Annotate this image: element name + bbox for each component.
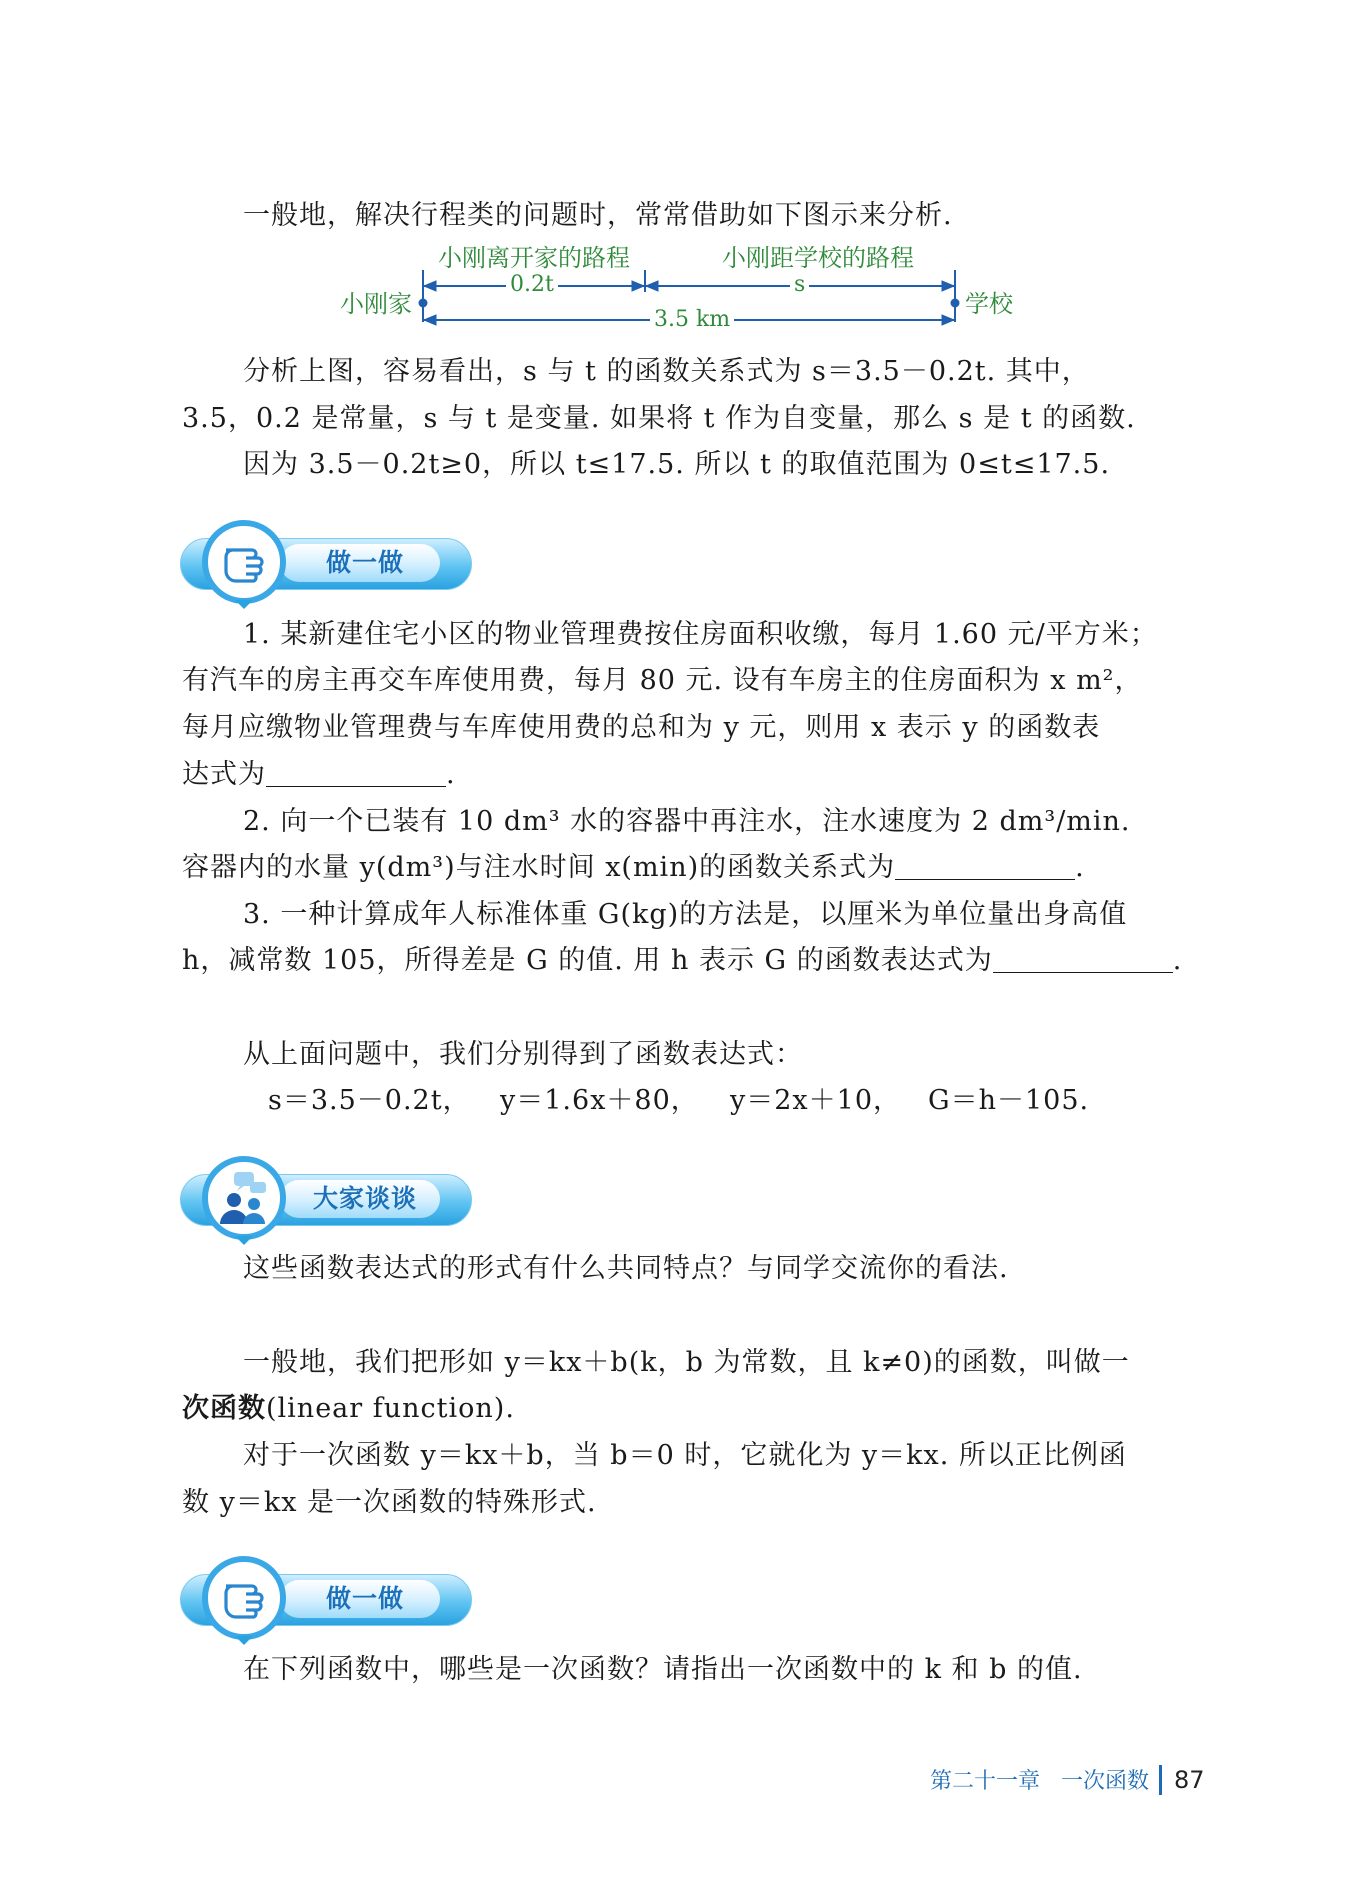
segment-distance-remaining: s xyxy=(790,273,809,297)
do-it-badge-1 xyxy=(180,520,470,610)
q3-line-2: h，减常数 105，所得差是 G 的值. 用 h 表示 G 的函数表达式为 . xyxy=(182,945,1183,976)
label-school: 学校 xyxy=(965,290,1013,318)
hand-icon xyxy=(216,1570,272,1626)
segment-total-distance: 3.5 km xyxy=(650,308,734,332)
label-to-school: 小刚距学校的路程 xyxy=(722,244,914,272)
formula-1: s＝3.5－0.2t， xyxy=(268,1085,471,1116)
q1-line-2: 有汽车的房主再交车库使用费，每月 80 元. 设有车房主的住房面积为 x m²， xyxy=(182,665,1143,696)
travel-diagram xyxy=(0,240,1353,330)
formula-4: G＝h－105. xyxy=(928,1085,1090,1116)
footer-section: 一次函数 xyxy=(1061,1769,1150,1794)
definition-line-2 xyxy=(182,1390,515,1428)
discuss-badge xyxy=(180,1156,470,1246)
special-line-2: 数 y＝kx 是一次函数的特殊形式. xyxy=(182,1487,597,1518)
analysis-line-3: 因为 3.5－0.2t≥0，所以 t≤17.5. 所以 t 的取值范围为 0≤t≤17.5. xyxy=(243,449,1111,480)
badge-title: 做一做 xyxy=(325,548,404,577)
q1-line-3: 每月应缴物业管理费与车库使用费的总和为 y 元，则用 x 表示 y 的函数表 xyxy=(182,712,1101,743)
footer-chapter: 第二十一章 xyxy=(930,1769,1041,1794)
footer-divider xyxy=(1159,1765,1162,1795)
discuss-text: 这些函数表达式的形式有什么共同特点？与同学交流你的看法. xyxy=(243,1253,1009,1284)
formula-2: y＝1.6x＋80， xyxy=(500,1085,699,1116)
definition-line-2-rest: (linear function). xyxy=(266,1393,515,1424)
q2-line-2-text: 容器内的水量 y(dm³)与注水时间 x(min)的函数关系式为 xyxy=(182,852,896,883)
discussion-people-icon xyxy=(216,1170,272,1226)
segment-distance-traveled: 0.2t xyxy=(506,273,558,297)
intro-text: 一般地，解决行程类的问题时，常常借助如下图示来分析. xyxy=(243,200,953,231)
q1-line-4-text: 达式为 xyxy=(182,759,266,790)
answer-blank-1[interactable] xyxy=(266,758,446,787)
q1-line-4: 达式为 . xyxy=(182,759,456,790)
formula-3: y＝2x＋10， xyxy=(730,1085,902,1116)
answer-blank-3[interactable] xyxy=(993,944,1173,973)
special-line-1: 对于一次函数 y＝kx＋b，当 b＝0 时，它就化为 y＝kx. 所以正比例函 xyxy=(243,1440,1127,1471)
hand-icon xyxy=(216,534,272,590)
page-footer xyxy=(930,1764,1205,1798)
page-number: 87 xyxy=(1174,1766,1205,1794)
q1-line-1: 1. 某新建住宅小区的物业管理费按住房面积收缴，每月 1.60 元/平方米； xyxy=(243,619,1158,650)
analysis-line-2: 3.5，0.2 是常量，s 与 t 是变量. 如果将 t 作为自变量，那么 s 是 t 的函数. xyxy=(182,403,1136,434)
badge-title: 做一做 xyxy=(325,1584,404,1613)
answer-blank-2[interactable] xyxy=(895,851,1075,880)
definition-line-1: 一般地，我们把形如 y＝kx＋b(k，b 为常数，且 k≠0)的函数，叫做一 xyxy=(243,1347,1130,1378)
do-it-badge-2 xyxy=(180,1556,470,1646)
q2-line-2: 容器内的水量 y(dm³)与注水时间 x(min)的函数关系式为 . xyxy=(182,852,1085,883)
q2-line-1: 2. 向一个已装有 10 dm³ 水的容器中再注水，注水速度为 2 dm³/min. xyxy=(243,806,1131,837)
summary-text: 从上面问题中，我们分别得到了函数表达式： xyxy=(243,1039,803,1070)
q3-line-2-text: h，减常数 105，所得差是 G 的值. 用 h 表示 G 的函数表达式为 xyxy=(182,945,993,976)
label-from-home: 小刚离开家的路程 xyxy=(438,244,630,272)
q3-line-1: 3. 一种计算成年人标准体重 G(kg)的方法是，以厘米为单位量出身高值 xyxy=(243,899,1128,930)
last-question: 在下列函数中，哪些是一次函数？请指出一次函数中的 k 和 b 的值. xyxy=(243,1654,1083,1685)
analysis-line-1: 分析上图，容易看出，s 与 t 的函数关系式为 s＝3.5－0.2t. 其中， xyxy=(243,356,1090,387)
badge-title: 大家谈谈 xyxy=(312,1184,417,1213)
label-home: 小刚家 xyxy=(340,290,412,318)
defined-term: 次函数 xyxy=(182,1393,266,1424)
